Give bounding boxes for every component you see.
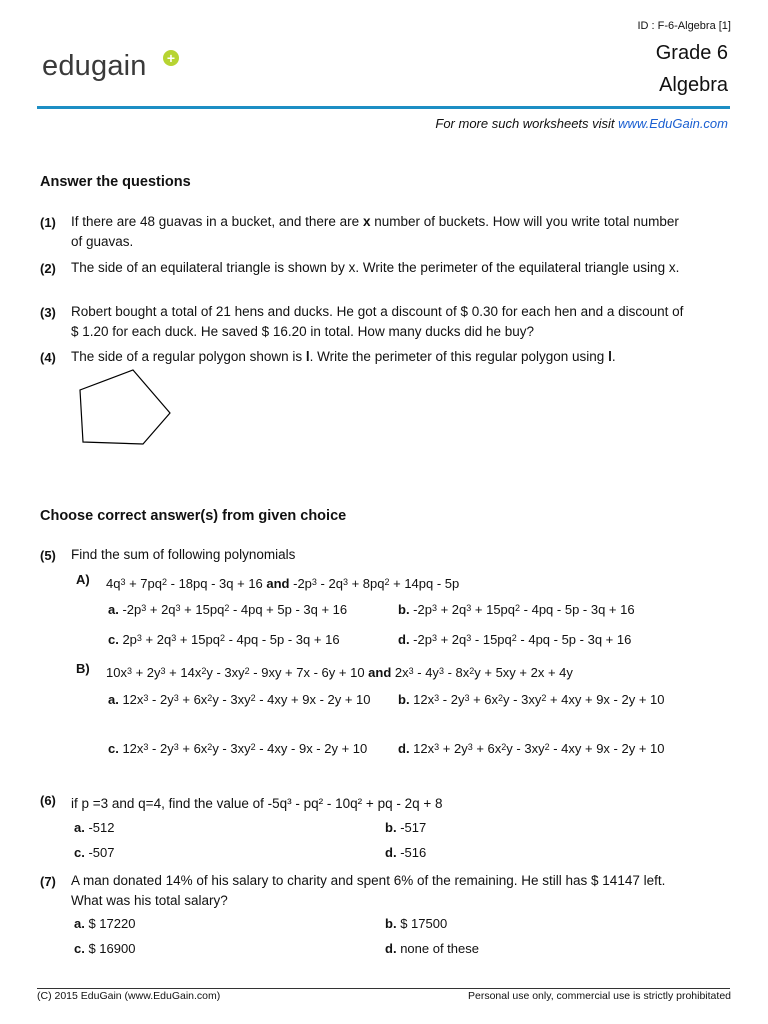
q7-number: (7) <box>40 874 56 889</box>
q4-text: The side of a regular polygon shown is l. Write the perimeter of this regular polygon using l. <box>71 349 616 364</box>
section-title-choose: Choose correct answer(s) from given choice <box>40 508 347 524</box>
q6-number: (6) <box>40 793 56 808</box>
q7-option-b[interactable]: b. $ 17500 <box>385 916 448 931</box>
q5a-option-d[interactable]: d. $-2p^3 + 2q^3 - 15pq^2 - 4pq - 5p - 3q + 16$ <box>398 632 632 647</box>
footer-rule <box>37 988 730 989</box>
header-rule <box>37 106 730 109</box>
q5-number: (5) <box>40 548 56 563</box>
q6-option-b[interactable]: b. -517 <box>385 820 427 835</box>
q6-option-d[interactable]: d. -516 <box>385 845 427 860</box>
q3-number: (3) <box>40 305 56 320</box>
q2-text: The side of an equilateral triangle is shown by x. Write the perimeter of the equilateral triangle using x. <box>71 260 680 275</box>
more-text: For more such worksheets visit <box>435 116 615 131</box>
q5a-option-a[interactable]: a. $-2p^3 + 2q^3 + 15pq^2 - 4pq + 5p - 3q + 16$ <box>108 602 348 617</box>
q5b-option-b[interactable]: b. $12x^3 - 2y^3 + 6x^2y - 3xy^2 + 4xy + 9x - 2y + 10$ <box>398 692 665 707</box>
q5-text: Find the sum of following polynomials <box>71 547 296 562</box>
more-worksheets-line <box>435 116 728 131</box>
subject-title: Algebra <box>659 74 728 96</box>
q7-option-c[interactable]: c. $ 16900 <box>74 941 136 956</box>
q5b-option-c[interactable]: c. $12x^3 - 2y^3 + 6x^2y - 3xy^2 - 4xy - 9x - 2y + 10$ <box>108 741 368 756</box>
q5b-question: $10x^3 + 2y^3 + 14x^2y - 3xy^2 - 9xy + 7x - 6y + 10$ and $2x^3 - 4y^3 - 8x^2y + 5xy + 2x + 4y$ <box>106 665 573 680</box>
q5a-question: $4q^3 + 7pq^2 - 18pq - 3q + 16$ and $-2p^3 - 2q^3 + 8pq^2 + 14pq - 5p$ <box>106 576 460 591</box>
q6-text: if p =3 and q=4, find the value of -5q³ - pq² - 10q² + pq - 2q + 8 <box>71 796 443 811</box>
worksheet-id: ID : F-6-Algebra [1] <box>637 20 731 32</box>
pentagon-figure <box>74 366 178 448</box>
q5a-option-c[interactable]: c. $2p^3 + 2q^3 + 15pq^2 - 4pq - 5p - 3q + 16$ <box>108 632 340 647</box>
grade-title: Grade 6 <box>655 42 728 64</box>
edugain-logo: edugain <box>42 50 147 82</box>
edugain-link[interactable]: www.EduGain.com <box>618 116 728 131</box>
footer-license: Personal use only, commercial use is strictly prohibitated <box>468 990 731 1002</box>
q2-number: (2) <box>40 261 56 276</box>
q1-text: If there are 48 guavas in a bucket, and there are x number of buckets. How will you write total number of guavas. <box>71 214 679 249</box>
q5-part-a-label: A) <box>76 572 90 587</box>
q5a-option-b[interactable]: b. $-2p^3 + 2q^3 + 15pq^2 - 4pq - 5p - 3q + 16$ <box>398 602 635 617</box>
q7-text: A man donated 14% of his salary to charity and spent 6% of the remaining. He still has $ 14147 left. What was his total salary? <box>71 873 666 908</box>
q6-option-c[interactable]: c. -507 <box>74 845 115 860</box>
q7-option-a[interactable]: a. $ 17220 <box>74 916 136 931</box>
q1-number: (1) <box>40 215 56 230</box>
section-title-answer: Answer the questions <box>40 174 191 190</box>
q5-part-b-label: B) <box>76 661 90 676</box>
q6-option-a[interactable]: a. -512 <box>74 820 115 835</box>
q5b-option-d[interactable]: d. $12x^3 + 2y^3 + 6x^2y - 3xy^2 - 4xy + 9x - 2y + 10$ <box>398 741 665 756</box>
logo-plus-icon: + <box>163 50 179 66</box>
footer-copyright: (C) 2015 EduGain (www.EduGain.com) <box>37 990 221 1002</box>
q5b-option-a[interactable]: a. $12x^3 - 2y^3 + 6x^2y - 3xy^2 - 4xy + 9x - 2y + 10$ <box>108 692 371 707</box>
q7-option-d[interactable]: d. none of these <box>385 941 479 956</box>
q4-number: (4) <box>40 350 56 365</box>
q3-text: Robert bought a total of 21 hens and ducks. He got a discount of $ 0.30 for each hen and a discount of $ 1.20 for each duck. He saved $ 16.20 in total. How many ducks did he buy? <box>71 304 684 339</box>
